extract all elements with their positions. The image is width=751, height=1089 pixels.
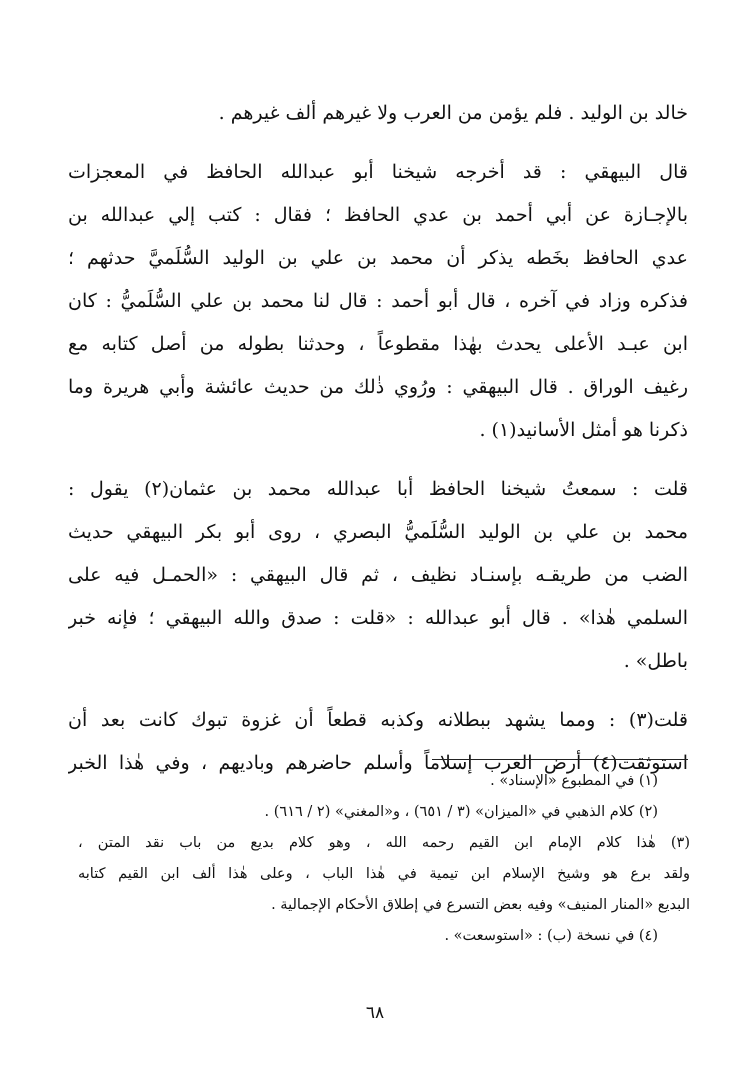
text-line: عدي الحافظ بخَطه يذكر أن محمد بن علي بن الوليد السُّلَميَّ حدثهم ؛ [68,247,688,269]
footnote-line: (٢) كلام الذهبي في «الميزان» (٣ / ٦٥١) ، و«المغني» (٢ / ٦١٦) . [264,804,658,820]
text-line: قلت : سمعتُ شيخنا الحافظ أبا عبدالله محمد بن عثمان(٢) يقول : [68,478,688,500]
footnote-line: البديع «المنار المنيف» وفيه بعض التسرع في إطلاق الأحكام الإجمالية . [271,897,690,913]
text-line: محمد بن علي بن الوليد السُّلَميُّ البصري ، روى أبو بكر البيهقي حديث [68,521,688,543]
paragraph-gap [68,452,688,468]
footnotes [78,766,690,952]
footnote-line: ولقد برع هو وشيخ الإسلام ابن تيمية في هٰذا الباب ، وعلى هٰذا ألف ابن القيم كتابه [78,866,690,882]
text-line: ذكرنا هو أمثل الأسانيد(١) . [479,419,688,441]
text-line: قال البيهقي : قد أخرجه شيخنا أبو عبدالله الحافظ في المعجزات [68,161,688,183]
text-line: بالإجـازة عن أبي أحمد بن عدي الحافظ ؛ فقال : كتب إلي عبدالله بن [68,204,688,226]
text-line: رغيف الوراق . قال البيهقي : ورُوي ذٰلك من حديث عائشة وأبي هريرة وما [68,376,688,398]
footnote-line: (٤) في نسخة (ب) : «استوسعت» . [444,928,658,944]
text-line: استوثقت(٤) أرض العرب إسلاماً وأسلم حاضرهم وباديهم ، وفي هٰذا الخبر [68,752,688,774]
paragraph-gap [68,683,688,699]
text-line: باطل» . [623,650,688,672]
page-number: ٦٨ [365,1003,385,1023]
text-line: السلمي هٰذا» . قال أبو عبدالله : «قلت : صدق والله البيهقي ؛ فإنه خبر [68,607,688,629]
text-line: ابن عبـد الأعلى يحدث بهٰذا مقطوعاً ، وحدثنا بطوله من أصل كتابه مع [68,333,688,355]
text-line: قلت(٣) : ومما يشهد ببطلانه وكذبه قطعاً أن غزوة تبوك كانت بعد أن [68,709,688,731]
text-line: خالد بن الوليد . فلم يؤمن من العرب ولا غيرهم ألف غيرهم . [218,102,688,124]
text-line: الضب من طريقـه بإسنـاد نظيف ، ثم قال البيهقي : «الحمـل فيه على [68,564,688,586]
footnote-divider [432,759,688,760]
footnote-line: (٣) هٰذا كلام الإمام ابن القيم رحمه الله ، وهو كلام بديع من باب نقد المتن ، [78,835,690,851]
main-text [68,92,688,785]
text-line: فذكره وزاد في آخره ، قال أبو أحمد : قال لنا محمد بن علي السُّلَميُّ : كان [68,290,688,312]
footnote-line: (١) في المطبوع «الإسناد» . [490,773,658,789]
paragraph-gap [68,135,688,151]
